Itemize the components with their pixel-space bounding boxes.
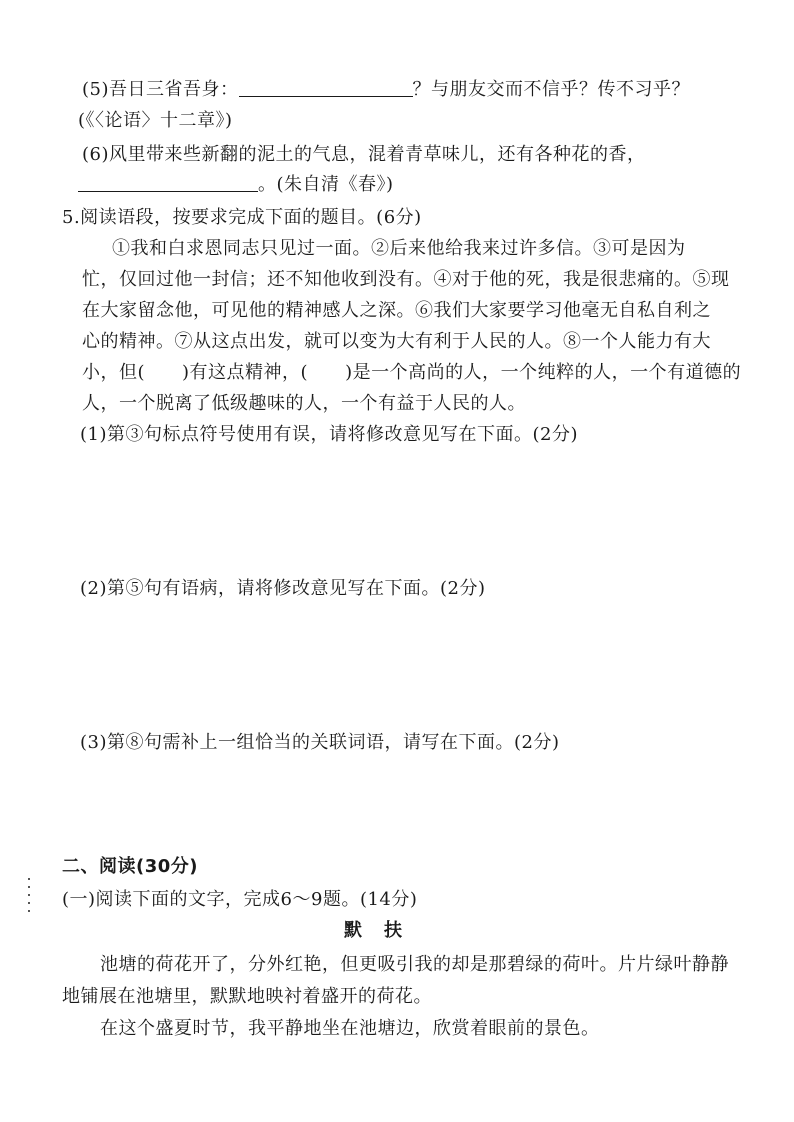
article-title: 默扶 (344, 920, 424, 941)
passage-line: 心的精神。⑦从这点出发，就可以变为大有利于人民的人。⑧一个人能力有大 (82, 331, 711, 352)
item-5-line (82, 75, 690, 101)
article-paragraph-line: 地铺展在池塘里，默默地映衬着盛开的荷花。 (62, 986, 432, 1007)
item-5-source: (《〈论语〉十二章》) (78, 110, 233, 131)
item-5-prefix: (5)吾日三省吾身： (82, 79, 239, 100)
section-2-heading: 二、阅读(30分) (62, 856, 199, 877)
binding-margin-dots (26, 872, 32, 932)
item-5-suffix: ？与朋友交而不信乎？传不习乎？ (412, 79, 690, 100)
answer-area-2[interactable] (80, 606, 720, 716)
item-6-line-2 (78, 170, 394, 196)
sub-question-3: (3)第⑧句需补上一组恰当的关联词语，请写在下面。(2分) (80, 732, 560, 753)
sub-question-1: (1)第③句标点符号使用有误，请将修改意见写在下面。(2分) (80, 424, 578, 445)
item-6-suffix: 。(朱自清《春》) (258, 174, 394, 195)
reading-part-1-instruction: (一)阅读下面的文字，完成6～9题。(14分) (62, 889, 418, 910)
answer-blank-6[interactable] (78, 173, 258, 192)
answer-area-1[interactable] (80, 452, 720, 562)
article-paragraph-line: 在这个盛夏时节，我平静地坐在池塘边，欣赏着眼前的景色。 (100, 1018, 600, 1039)
passage-line: 在大家留念他，可见他的精神感人之深。⑥我们大家要学习他毫无自私自利之 (82, 300, 711, 321)
article-paragraph-line: 池塘的荷花开了，分外红艳，但更吸引我的却是那碧绿的荷叶。片片绿叶静静 (100, 954, 729, 975)
passage-line: 忙，仅回过他一封信；还不知他收到没有。④对于他的死，我是很悲痛的。⑤现 (82, 269, 730, 290)
answer-blank-5[interactable] (239, 78, 413, 97)
item-6-line: (6)风里带来些新翻的泥土的气息，混着青草味儿，还有各种花的香， (82, 144, 646, 165)
answer-area-3[interactable] (80, 760, 720, 850)
passage-line: 小，但( )有这点精神，( )是一个高尚的人，一个纯粹的人，一个有道德的 (82, 362, 742, 383)
passage-line: 人，一个脱离了低级趣味的人，一个有益于人民的人。 (82, 393, 526, 414)
question-5-heading: 5.阅读语段，按要求完成下面的题目。(6分) (62, 207, 422, 228)
sub-question-2: (2)第⑤句有语病，请将修改意见写在下面。(2分) (80, 578, 486, 599)
passage-line: ①我和白求恩同志只见过一面。②后来他给我来过许多信。③可是因为 (112, 238, 686, 259)
